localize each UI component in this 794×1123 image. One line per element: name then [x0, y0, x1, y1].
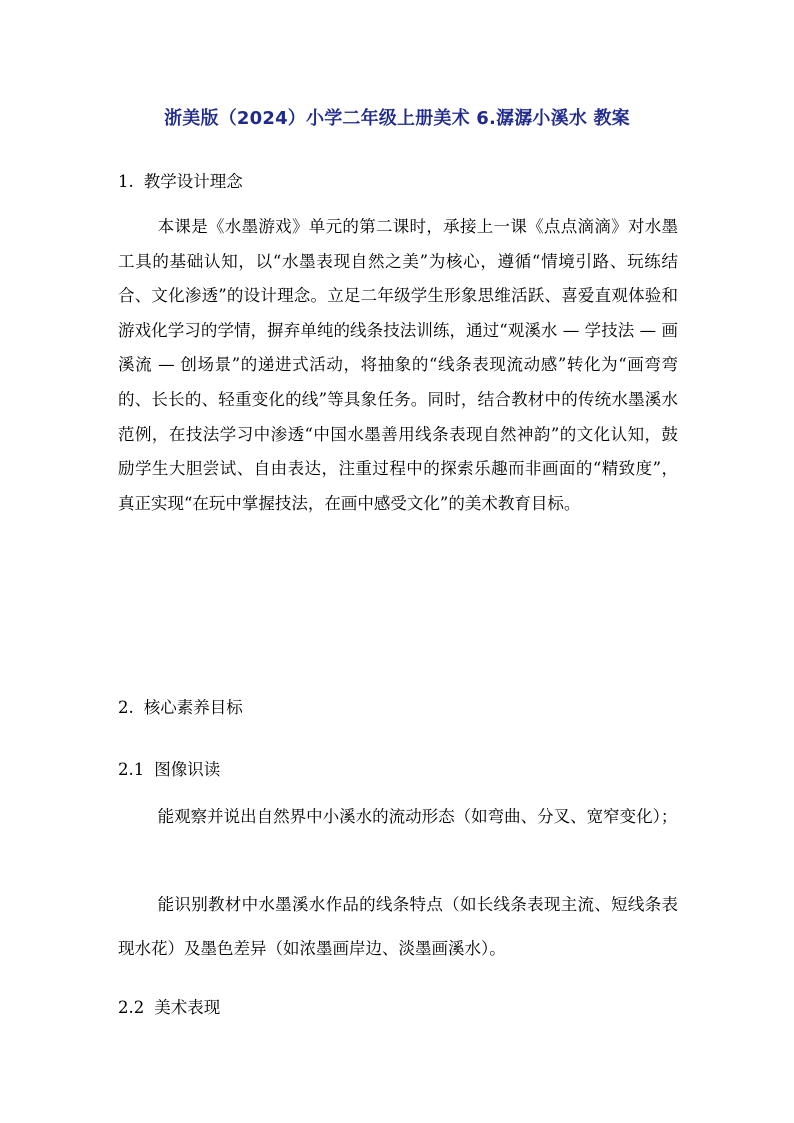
section-heading-2-1	[118, 758, 220, 782]
paragraph-image-reading-1: 能观察并说出自然界中小溪水的流动形态（如弯曲、分叉、宽窄变化）；	[157, 807, 678, 826]
section-heading-2	[118, 696, 243, 720]
section-title: 美术表现	[154, 998, 221, 1017]
section-heading-1	[118, 170, 243, 194]
section-heading-2-2	[118, 996, 220, 1020]
document-title: 浙美版（2024）小学二年级上册美术 6.潺潺小溪水 教案	[164, 108, 630, 129]
section-title: 教学设计理念	[143, 172, 243, 191]
section-number: 1.	[118, 172, 134, 191]
section-title: 图像识读	[154, 760, 221, 779]
section-number: 2.2	[118, 998, 145, 1017]
section-number: 2.1	[118, 760, 145, 779]
section-title: 核心素养目标	[143, 698, 243, 717]
paragraph-image-reading-2: 能识别教材中水墨溪水作品的线条特点（如长线条表现主流、短线条表现水花）及墨色差异（如浓墨画岸边、淡墨画溪水）。	[118, 895, 678, 958]
section-number: 2.	[118, 698, 134, 717]
paragraph-design-philosophy: 本课是《水墨游戏》单元的第二课时，承接上一课《点点滴滴》对水墨工具的基础认知，以“水墨表现自然之美”为核心，遵循“情境引路、玩练结合、文化渗透”的设计理念。立足二年级学生形象思维活跃、喜爱直观体验和游戏化学习的学情，摒弃单纯的线条技法训练，通过“观溪水 — 学技法 — 画溪流 — 创场景”的递进式活动，将抽象的“线条表现流动感”转化为“画弯弯的、长长的、轻重变化的线”等具象任务。同时，结合教材中的传统水墨溪水范例，在技法学习中渗透“中国水墨善用线条表现自然神韵”的文化认知，鼓励学生大胆尝试、自由表达，注重过程中的探索乐趣而非画面的“精致度”，真正实现“在玩中掌握技法，在画中感受文化”的美术教育目标。	[118, 217, 678, 513]
